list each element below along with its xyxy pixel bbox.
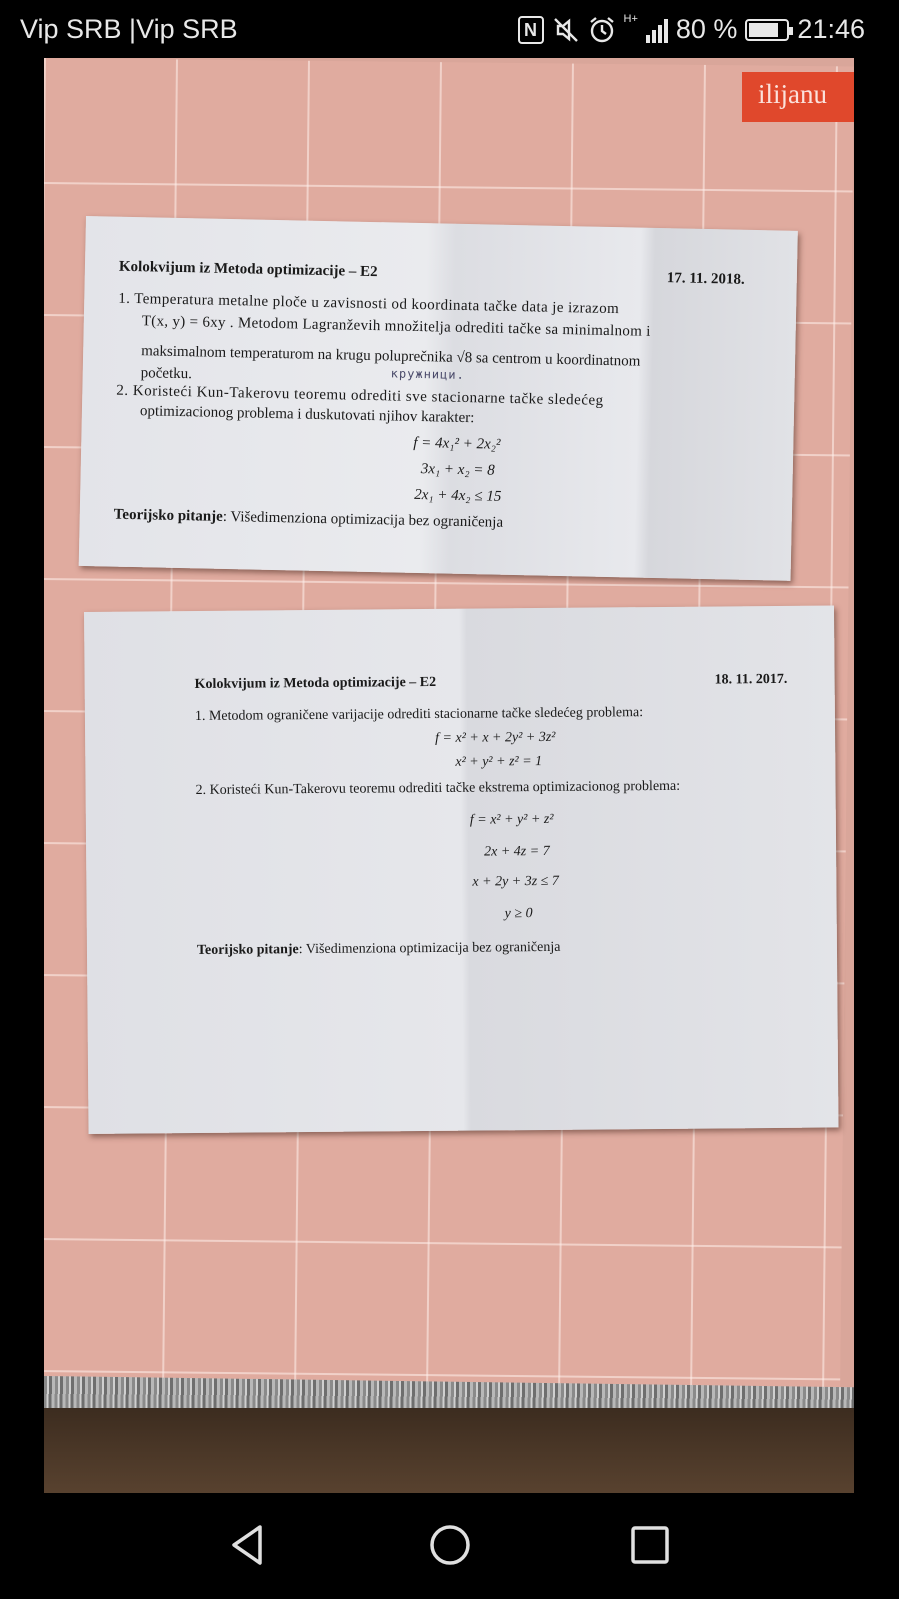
paper1-line: početku. bbox=[140, 365, 193, 383]
mute-icon bbox=[552, 16, 580, 44]
paper1-equation: 2x₁ + 4x₂ ≤ 15 bbox=[414, 486, 502, 505]
paper1-equation: f = 4x₁² + 2x₂² bbox=[413, 434, 501, 453]
paper1-line: optimizacionog problema i duskutovati njihov karakter: bbox=[139, 403, 475, 427]
recents-icon[interactable] bbox=[628, 1523, 672, 1567]
paper1-equation: 3x₁ + x₂ = 8 bbox=[420, 461, 495, 479]
theory-text: : Višedimenziona optimizacija bez ograničenja bbox=[222, 508, 504, 531]
paper1-title: Kolokvijum iz Metoda optimizacije – E2 bbox=[118, 258, 378, 281]
paper2-equation: y ≥ 0 bbox=[504, 906, 533, 922]
paper1-line: maksimalnom temperaturom na krugu poluprečnika √8 sa centrom u koordinatnom bbox=[141, 343, 641, 370]
navigation-bar bbox=[0, 1493, 899, 1599]
home-icon[interactable] bbox=[428, 1523, 472, 1567]
paper2-equation: 2x + 4z = 7 bbox=[484, 843, 550, 860]
paper2-question-2: 2. Koristeći Kun-Takerovu teoremu odrediti tačke ekstrema optimizacionog problema: bbox=[195, 778, 681, 799]
paper1-theory bbox=[114, 507, 504, 532]
paper1-line: 2. Koristeći Kun-Takerovu teoremu odrediti sve stacionarne tačke sledećeg bbox=[116, 382, 604, 409]
theory-label: Teorijsko pitanje bbox=[113, 506, 223, 525]
nfc-icon: N bbox=[518, 16, 544, 44]
handwritten-note: кружници. bbox=[390, 366, 465, 382]
network-type: H+ bbox=[623, 13, 638, 25]
paper2-theory bbox=[197, 940, 561, 959]
carrier-label: Vip SRB |Vip SRB bbox=[20, 14, 238, 44]
signal-icon bbox=[646, 17, 668, 43]
paper2-equation: x² + y² + z² = 1 bbox=[455, 754, 543, 770]
brand-tag: ilijanu bbox=[742, 72, 854, 122]
theory-label: Teorijsko pitanje bbox=[196, 942, 299, 959]
battery-fill bbox=[749, 23, 778, 37]
status-bar bbox=[0, 0, 899, 62]
paper2-equation: f = x² + y² + z² bbox=[469, 811, 554, 828]
theory-text: : Višedimenziona optimizacija bez ograničenja bbox=[298, 939, 561, 958]
photo-viewer[interactable] bbox=[44, 58, 854, 1493]
paper2-date: 18. 11. 2017. bbox=[714, 671, 788, 688]
paper2-equation: f = x² + x + 2y² + 3z² bbox=[435, 729, 556, 746]
exam-paper-2018 bbox=[79, 216, 798, 581]
paper1-line: 1. Temperatura metalne ploče u zavisnosti od koordinata tačke data je izrazom bbox=[118, 290, 620, 318]
alarm-icon bbox=[588, 16, 616, 44]
clock: 21:46 bbox=[797, 14, 865, 44]
back-icon[interactable] bbox=[226, 1523, 270, 1567]
table-surface bbox=[44, 1408, 854, 1493]
paper1-line: T(x, y) = 6xy . Metodom Lagranževih množitelja odrediti tačke sa minimalnom i bbox=[141, 313, 651, 340]
paper2-title: Kolokvijum iz Metoda optimizacije – E2 bbox=[194, 674, 437, 693]
paper2-equation: x + 2y + 3z ≤ 7 bbox=[472, 873, 559, 890]
battery-percent: 80 % bbox=[675, 14, 738, 44]
battery-icon bbox=[745, 19, 789, 41]
status-icons bbox=[518, 14, 866, 45]
paper1-date: 17. 11. 2018. bbox=[666, 270, 745, 288]
paper2-question-1: 1. Metodom ograničene varijacije odrediti stacionarne tačke sledećeg problema: bbox=[194, 705, 644, 725]
exam-paper-2017 bbox=[84, 605, 839, 1134]
